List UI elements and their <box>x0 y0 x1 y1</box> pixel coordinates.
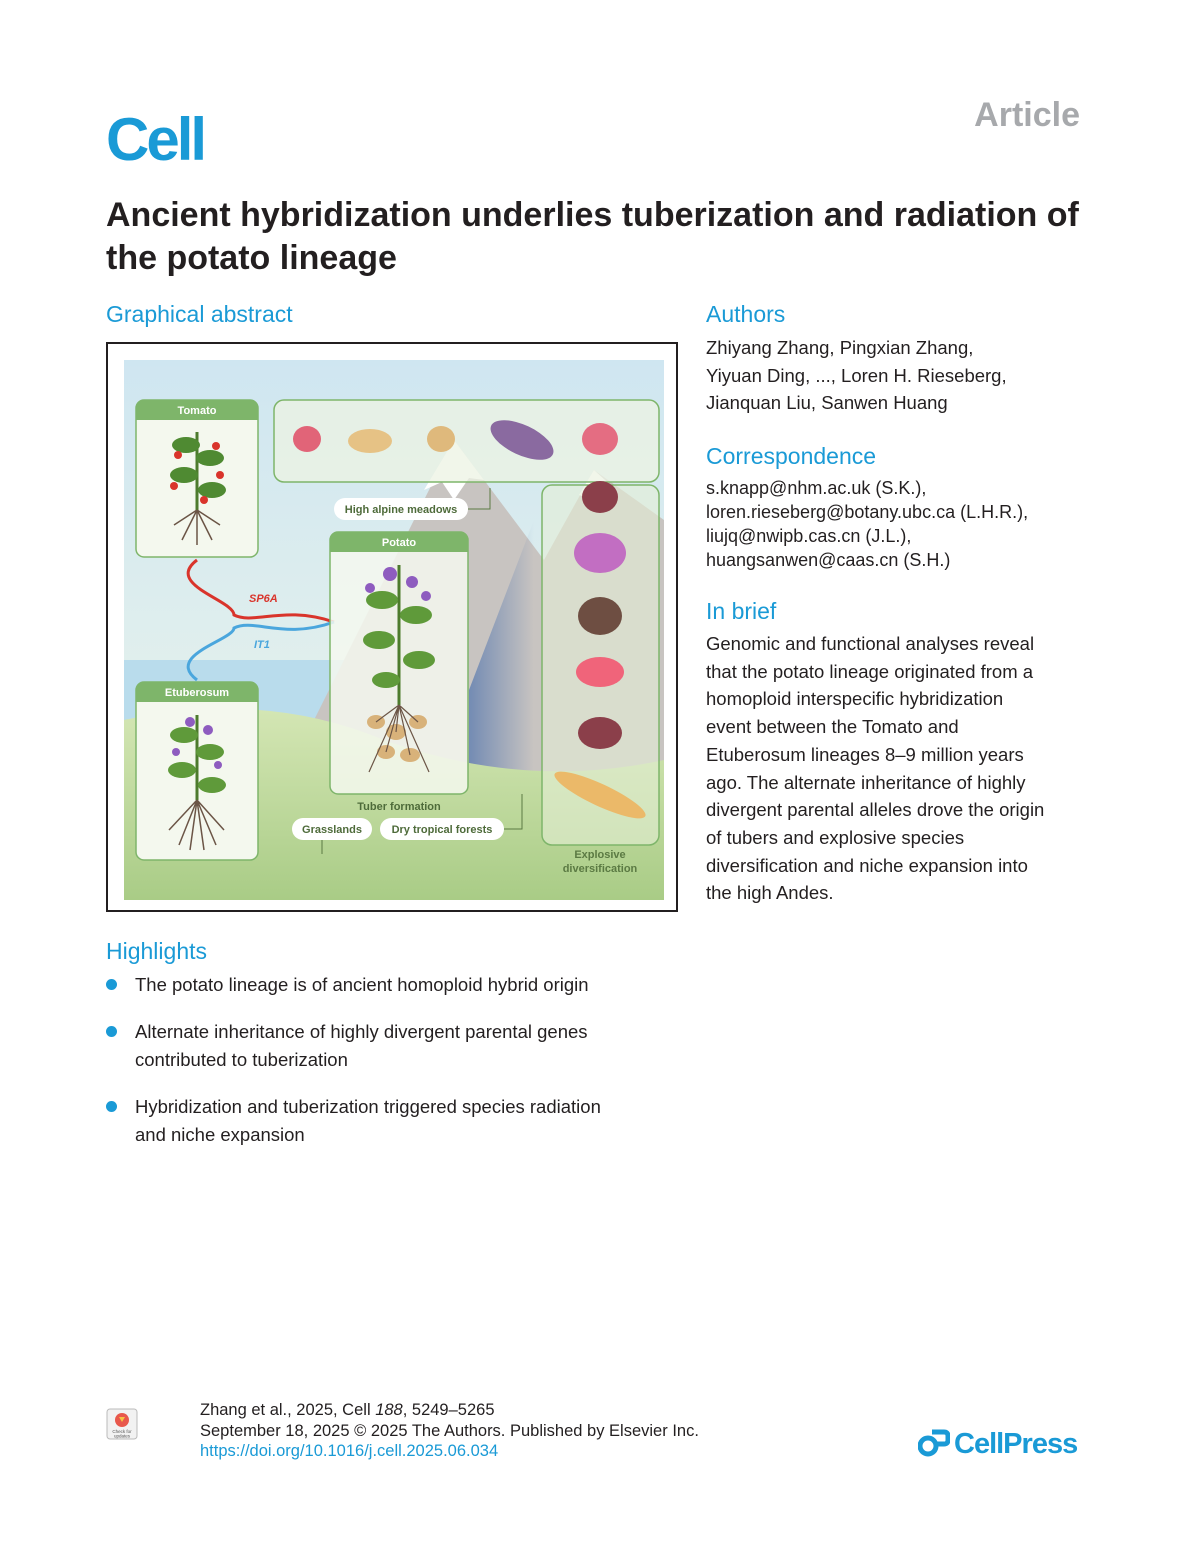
tuber-formation-label: Tuber formation <box>357 801 441 813</box>
correspondence-email[interactable]: huangsanwen@caas.cn (S.H.) <box>706 550 951 570</box>
explosive-label-line1: Explosive <box>574 849 626 861</box>
tuber-icon <box>574 533 626 573</box>
bullet-icon <box>106 1026 117 1037</box>
authors-line: Jianquan Liu, Sanwen Huang <box>706 392 948 414</box>
grasslands-label: Grasslands <box>302 824 362 836</box>
tuber-icon <box>578 597 622 635</box>
article-type-label: Article <box>974 96 1080 134</box>
date-line: September 18, 2025 © 2025 The Authors. Published by Elsevier Inc. <box>200 1421 699 1440</box>
citation-block <box>200 1400 699 1462</box>
highlight-text <box>135 1018 685 1073</box>
graphical-abstract-illustration <box>124 360 664 900</box>
in-brief-line: divergent parental alleles drove the origin <box>706 799 1045 821</box>
tuber-icon <box>293 426 321 452</box>
tomato-label: Tomato <box>177 405 217 417</box>
authors-heading: Authors <box>706 301 786 327</box>
bullet-icon <box>106 1101 117 1112</box>
highlight-line: Hybridization and tuberization triggered species radiation <box>135 1096 601 1117</box>
correspondence-email[interactable]: loren.rieseberg@botany.ubc.ca (L.H.R.), <box>706 502 1029 522</box>
in-brief-line: ago. The alternate inheritance of highly <box>706 771 1026 793</box>
correspondence-email[interactable]: s.knapp@nhm.ac.uk (S.K.), <box>706 478 927 498</box>
etuberosum-label: Etuberosum <box>164 687 230 699</box>
in-brief-line: Genomic and functional analyses reveal <box>706 633 1035 654</box>
it1-label: IT1 <box>254 639 270 651</box>
cellpress-logo <box>918 1428 1077 1459</box>
in-brief-line: the high Andes. <box>706 882 834 904</box>
tuber-icon <box>582 423 618 455</box>
in-brief-line: homoploid interspecific hybridization <box>706 688 1004 710</box>
tuber-icon <box>348 429 392 453</box>
check-for-updates-icon[interactable] <box>106 1408 138 1440</box>
in-brief-line: that the potato lineage originated from a <box>706 660 1034 682</box>
tuber-icon <box>427 426 455 452</box>
in-brief-line: Etuberosum lineages 8–9 million years <box>706 743 1024 765</box>
tuber-icon <box>576 657 624 687</box>
highlight-line: The potato lineage is of ancient homoploid hybrid origin <box>135 974 589 995</box>
explosive-label-line2: diversification <box>562 863 638 875</box>
sp6a-label: SP6A <box>249 593 278 605</box>
highlight-text <box>135 971 685 999</box>
graphical-abstract-heading: Graphical abstract <box>106 301 293 327</box>
journal-logo: Cell <box>106 106 205 173</box>
authors-list <box>706 334 1106 417</box>
highlight-line: Alternate inheritance of highly divergent parental genes <box>135 1021 588 1042</box>
in-brief-heading: In brief <box>706 598 777 624</box>
citation-pages: , 5249–5265 <box>402 1401 495 1419</box>
crossmark-label: Check for <box>112 1429 132 1434</box>
in-brief-line: diversification and niche expansion into <box>706 854 1028 876</box>
citation-volume: 188 <box>375 1401 403 1419</box>
potato-label: Potato <box>381 537 417 549</box>
highlight-line: contributed to tuberization <box>135 1048 348 1070</box>
bullet-icon <box>106 979 117 990</box>
citation-line <box>200 1400 699 1421</box>
highlight-text <box>135 1093 685 1148</box>
citation-prefix: Zhang et al., 2025, Cell <box>200 1401 376 1419</box>
in-brief-text <box>706 630 1086 907</box>
authors-line: Yiyuan Ding, ..., Loren H. Rieseberg, <box>706 364 1007 386</box>
tuber-icon <box>582 481 618 513</box>
crossmark-label: updates <box>113 1433 131 1439</box>
in-brief-line: of tubers and explosive species <box>706 826 965 848</box>
correspondence-list <box>706 476 1126 572</box>
in-brief-line: event between the Tomato and <box>706 716 959 738</box>
dry-tropical-forests-label: Dry tropical forests <box>391 824 493 836</box>
high-alpine-meadows-label: High alpine meadows <box>344 504 458 516</box>
correspondence-heading: Correspondence <box>706 443 877 469</box>
graphical-abstract-figure <box>106 342 678 912</box>
highlight-line: and niche expansion <box>135 1123 305 1145</box>
cellpress-wordmark: CellPress <box>954 1428 1078 1460</box>
doi-link[interactable]: https://doi.org/10.1016/j.cell.2025.06.034 <box>200 1442 499 1460</box>
article-title: Ancient hybridization underlies tuberization and radiation of the potato lineage <box>106 196 1079 277</box>
authors-line: Zhiyang Zhang, Pingxian Zhang, <box>706 337 974 358</box>
cellpress-mark-icon <box>918 1428 950 1458</box>
correspondence-email[interactable]: liujq@nwipb.cas.cn (J.L.), <box>706 526 912 546</box>
tuber-icon <box>578 717 622 749</box>
highlights-heading: Highlights <box>106 938 207 964</box>
